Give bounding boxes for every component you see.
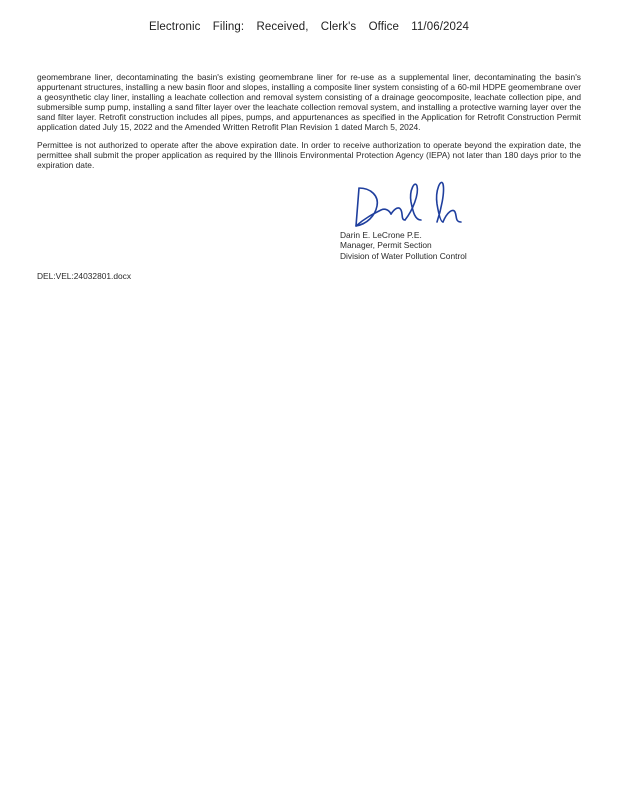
signer-name: Darin E. LeCrone P.E. [340,230,422,240]
expiration-notice-paragraph: Permittee is not authorized to operate after the above expiration date. In order to receive authorization to operate beyond the expiration date, the permittee shall submit the proper application as required by the Illinois Environmental Protection Agency (IEPA) not later than 180 days prior to the expiration date. [37,140,581,171]
document-body [37,73,581,171]
signer-division: Division of Water Pollution Control [340,250,467,261]
handwritten-signature [345,180,485,230]
permit-description-paragraph: geomembrane liner, decontaminating the basin's existing geomembrane liner for re-use as a supplemental liner, decontaminating the basin's appurtenant structures, installing a new basin floor and slopes, installing a composite liner system consisting of a 60-mil HDPE geomembrane over a geosynthetic clay liner, installing a leachate collection and removal system consisting of a drainage geocomposite, leachate collection pipe, and submersible sump pump, installing a sand filter layer over the leachate collection removal system, and installing a protective warning layer over the sand filter layer. Retrofit construction includes all pipes, pumps, and appurtenances as specified in the Application for Retrofit Construction Permit application dated July 15, 2022 and the Amended Written Retrofit Plan Revision 1 dated March 5, 2024. [37,72,581,132]
signer-title: Manager, Permit Section [340,240,432,251]
electronic-filing-stamp: Electronic Filing: Received, Clerk's Office 11/06/2024 [149,21,469,33]
signer-details [340,230,467,261]
file-reference: DEL:VEL:24032801.docx [37,271,132,281]
